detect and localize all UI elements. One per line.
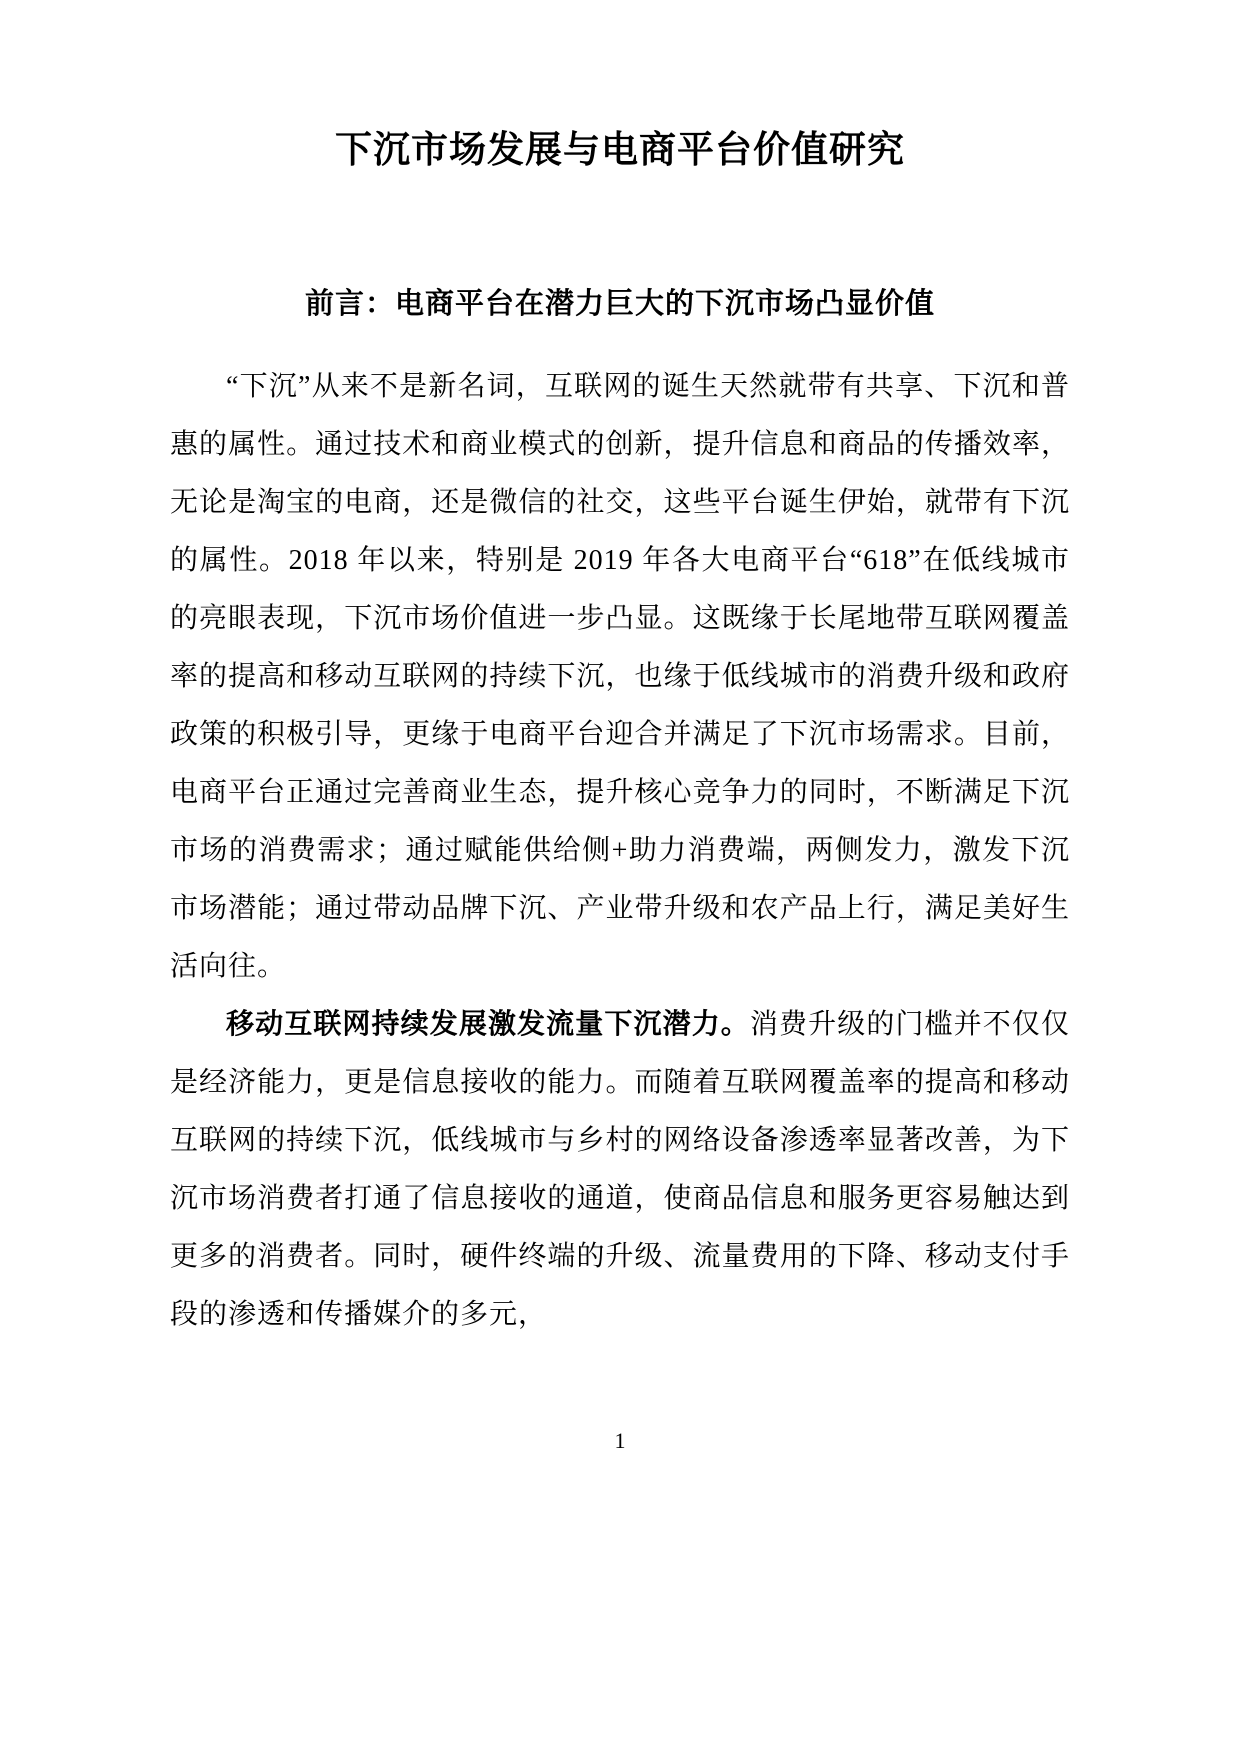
document-body: [170, 358, 1070, 1344]
paragraph-2-text: 消费升级的门槛并不仅仅是经济能力，更是信息接收的能力。而随着互联网覆盖率的提高和移动互联网的持续下沉，低线城市与乡村的网络设备渗透率显著改善，为下沉市场消费者打通了信息接收的通道，使商品信息和服务更容易触达到更多的消费者。同时，硬件终端的升级、流量费用的下降、移动支付手段的渗透和传播媒介的多元，: [170, 1008, 1070, 1330]
document-title: 下沉市场发展与电商平台价值研究: [335, 130, 905, 171]
paragraph-2-lead: 移动互联网持续发展激发流量下沉潜力。: [226, 1008, 750, 1040]
paragraph-1-text: “下沉”从来不是新名词，互联网的诞生天然就带有共享、下沉和普惠的属性。通过技术和商业模式的创新，提升信息和商品的传播效率，无论是淘宝的电商，还是微信的社交，这些平台诞生伊始，就带有下沉的属性。2018 年以来，特别是 2019 年各大电商平台“618”在低线城市的亮眼表现，下沉市场价值进一步凸显。这既缘于长尾地带互联网覆盖率的提高和移动互联网的持续下沉，也缘于低线城市的消费升级和政府政策的积极引导，更缘于电商平台迎合并满足了下沉市场需求。目前，电商平台正通过完善商业生态，提升核心竞争力的同时，不断满足下沉市场的消费需求；通过赋能供给侧+助力消费端，两侧发力，激发下沉市场潜能；通过带动品牌下沉、产业带升级和农产品上行，满足美好生活向往。: [170, 370, 1070, 982]
paragraph-2: [170, 996, 1070, 1344]
paragraph-1: [170, 358, 1070, 996]
section-heading: 前言：电商平台在潜力巨大的下沉市场凸显价值: [304, 288, 935, 321]
page-number: 1: [614, 1428, 626, 1453]
